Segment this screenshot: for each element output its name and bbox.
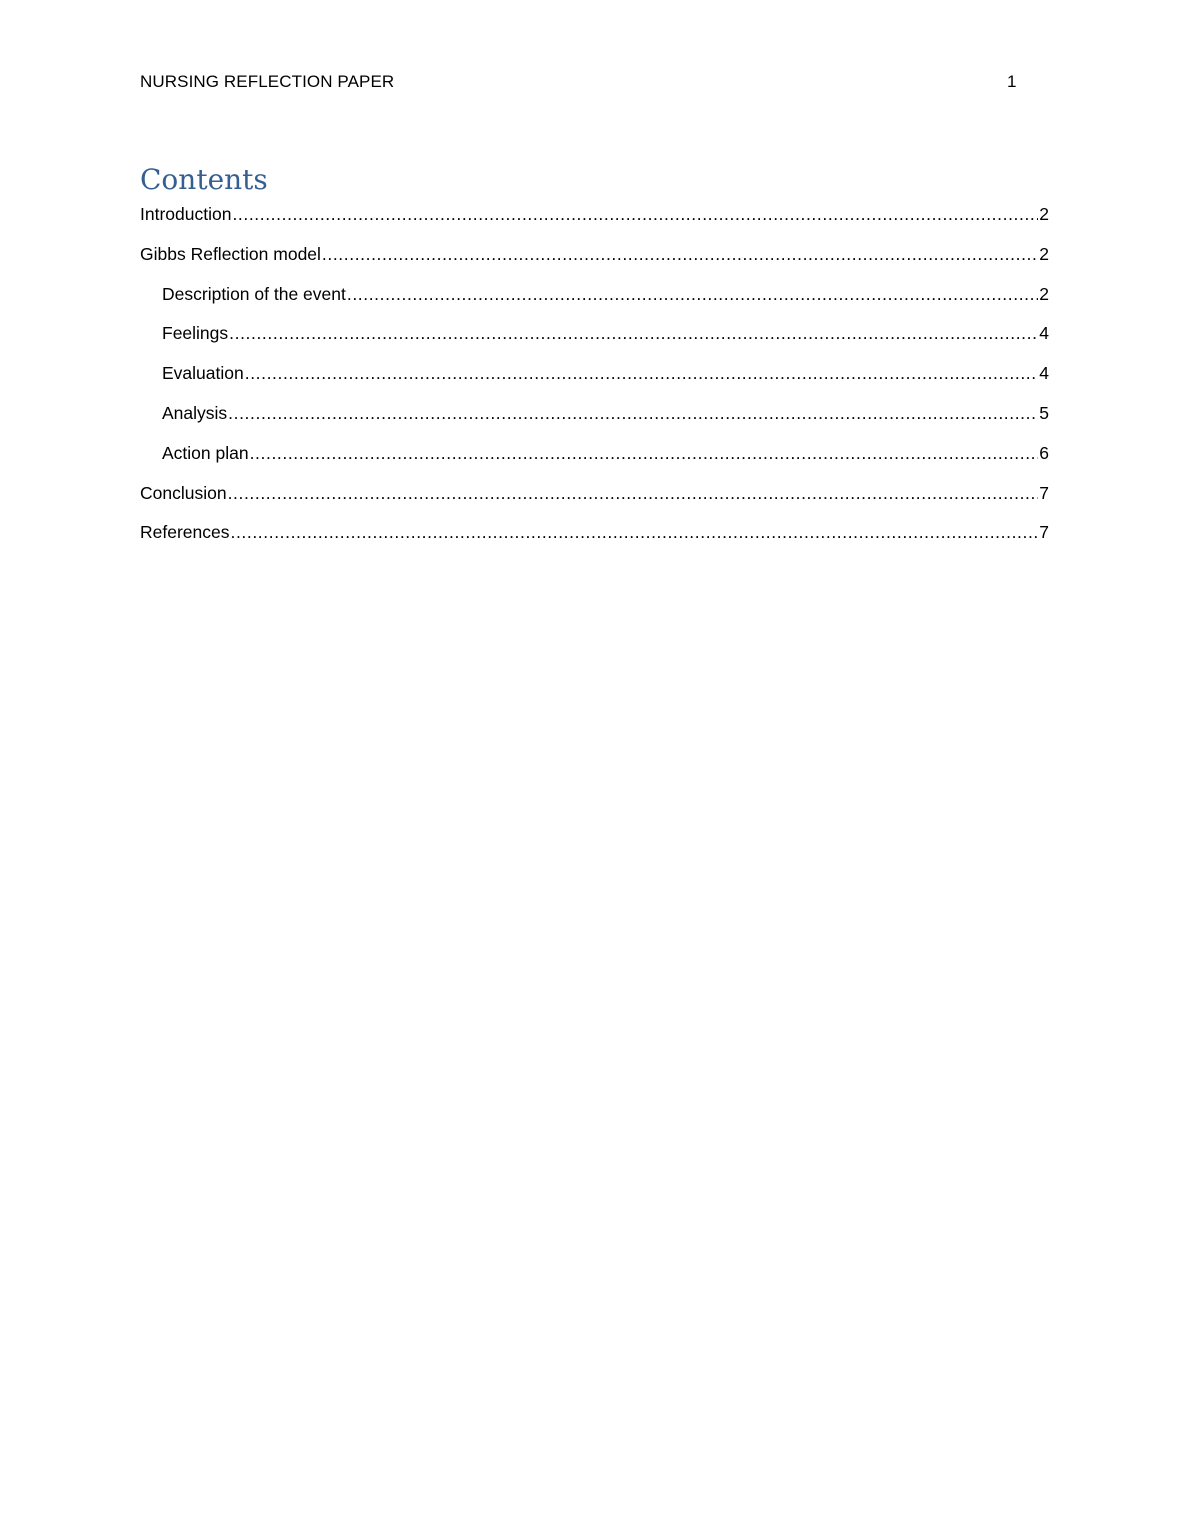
toc-dot-leader — [229, 323, 1038, 344]
page-number: 1 — [1007, 72, 1017, 91]
toc-entry-action-plan[interactable] — [140, 443, 1049, 483]
toc-entry-page: 5 — [1039, 402, 1049, 423]
toc-entry-title: Introduction — [140, 204, 232, 224]
toc-entry-analysis[interactable] — [140, 403, 1049, 443]
toc-entry-title: Description of the event — [162, 283, 346, 304]
toc-entry-evaluation[interactable] — [140, 363, 1049, 403]
toc-entry-gibbs-reflection-model[interactable] — [140, 244, 1049, 284]
toc-entry-page: 4 — [1039, 363, 1049, 384]
toc-entry-title: Gibbs Reflection model — [140, 243, 321, 264]
toc-entry-introduction[interactable] — [140, 204, 1049, 244]
toc-entry-feelings[interactable] — [140, 323, 1049, 363]
toc-dot-leader — [231, 522, 1039, 543]
running-head: NURSING REFLECTION PAPER — [140, 72, 395, 91]
table-of-contents — [140, 204, 1049, 562]
toc-entry-title: Evaluation — [162, 363, 244, 384]
toc-dot-leader — [250, 443, 1039, 464]
toc-entry-title: Feelings — [162, 323, 229, 344]
toc-entry-page: 7 — [1039, 482, 1049, 503]
toc-heading: Contents — [140, 163, 268, 196]
toc-entry-page: 4 — [1039, 323, 1049, 344]
toc-entry-references[interactable] — [140, 522, 1049, 562]
toc-dot-leader — [245, 363, 1039, 384]
toc-entry-page: 2 — [1039, 204, 1049, 224]
toc-dot-leader — [228, 483, 1039, 504]
toc-dot-leader — [322, 244, 1038, 265]
toc-entry-page: 7 — [1039, 522, 1049, 543]
toc-dot-leader — [228, 403, 1038, 424]
toc-dot-leader — [232, 204, 1038, 225]
toc-entry-conclusion[interactable] — [140, 483, 1049, 523]
toc-entry-title: Analysis — [162, 402, 228, 423]
toc-entry-title: Action plan — [162, 442, 249, 463]
toc-dot-leader — [347, 284, 1038, 305]
toc-entry-page: 2 — [1039, 283, 1049, 304]
toc-entry-page: 2 — [1039, 243, 1049, 264]
toc-entry-title: References — [140, 522, 230, 543]
toc-entry-page: 6 — [1039, 442, 1049, 463]
toc-entry-description-of-the-event[interactable] — [140, 284, 1049, 324]
toc-entry-title: Conclusion — [140, 482, 227, 503]
